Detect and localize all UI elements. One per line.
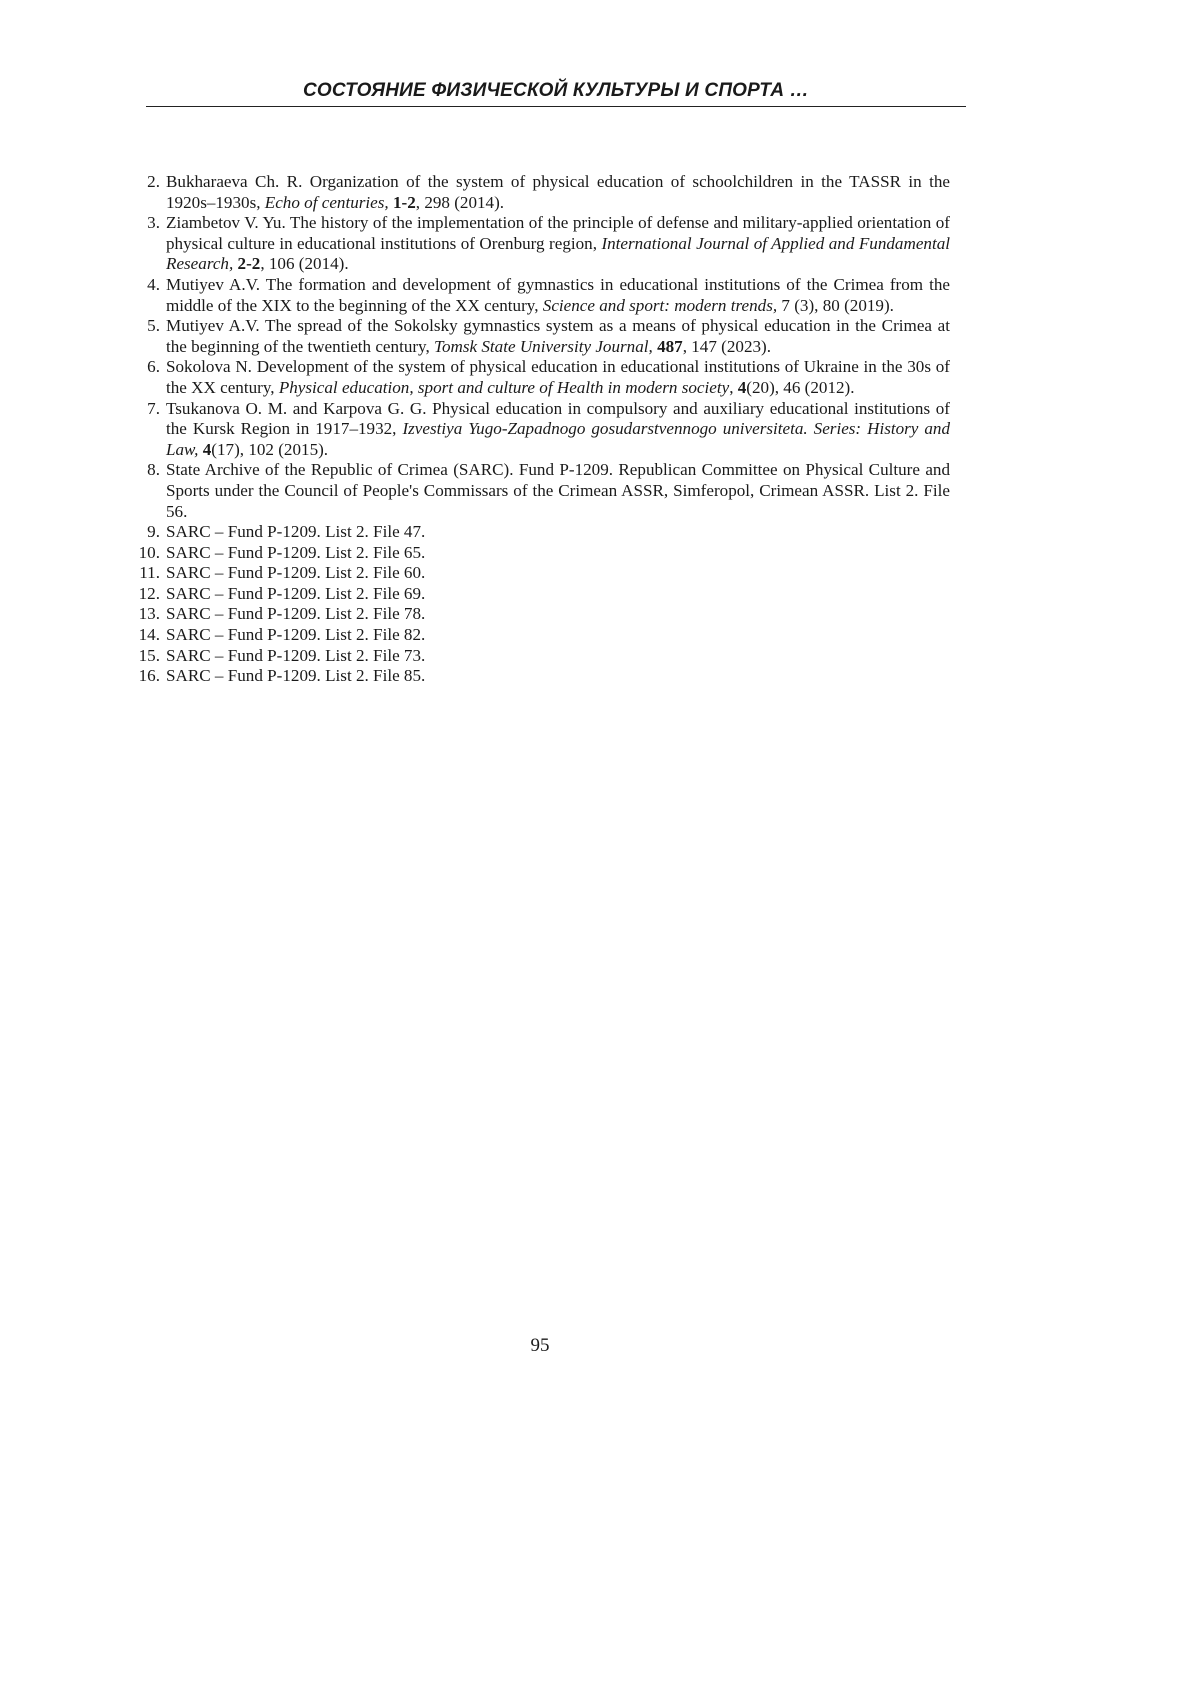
reference-volume: 2-2 [238, 254, 261, 273]
reference-item [136, 213, 950, 275]
reference-number: 16. [136, 666, 160, 687]
reference-number: 6. [136, 357, 160, 378]
reference-list [136, 172, 950, 687]
reference-item [136, 172, 950, 213]
reference-source: Tomsk State University Journal, [434, 337, 653, 356]
reference-pages: , 147 (2023). [683, 337, 771, 356]
reference-text: Tsukanova O. M. and Karpova G. G. Physical education in compulsory and auxiliary educational institutions of the Kursk Region in 1917–1932, [166, 399, 950, 439]
reference-item [136, 666, 950, 687]
reference-text: SARC – Fund P-1209. List 2. File 85. [166, 666, 425, 685]
reference-text: SARC – Fund P-1209. List 2. File 47. [166, 522, 425, 541]
reference-item [136, 604, 950, 625]
reference-number: 10. [136, 543, 160, 564]
reference-pages: (17), 102 (2015). [211, 440, 328, 459]
reference-number: 11. [136, 563, 160, 584]
reference-source: Physical education, sport and culture of Health in modern society [279, 378, 729, 397]
reference-text: SARC – Fund P-1209. List 2. File 78. [166, 604, 425, 623]
reference-text: State Archive of the Republic of Crimea (SARC). Fund P-1209. Republican Committee on Physical Culture and Sports under the Council of People's Commissars of the Crimean ASSR, Simferopol, Crimean ASSR. List 2. File 56. [166, 460, 950, 520]
reference-item [136, 275, 950, 316]
reference-text: Sokolova N. Development of the system of physical education in educational institutions of Ukraine in the 30s of the XX century, [166, 357, 950, 397]
reference-text: Mutiyev A.V. The spread of the Sokolsky gymnastics system as a means of physical education in the Crimea at the beginning of the twentieth century, [166, 316, 950, 356]
reference-volume: 487 [657, 337, 683, 356]
reference-text: SARC – Fund P-1209. List 2. File 82. [166, 625, 425, 644]
reference-text: SARC – Fund P-1209. List 2. File 69. [166, 584, 425, 603]
reference-pages: , 106 (2014). [260, 254, 348, 273]
reference-item [136, 625, 950, 646]
reference-text: Bukharaeva Ch. R. Organization of the system of physical education of schoolchildren in the TASSR in the 1920s–1930s, [166, 172, 950, 212]
reference-separator: , [729, 378, 738, 397]
reference-item [136, 646, 950, 667]
reference-pages: 7 (3), 80 (2019). [777, 296, 894, 315]
reference-text: Ziambetov V. Yu. The history of the implementation of the principle of defense and military-applied orientation of physical culture in educational institutions of Orenburg region, [166, 213, 950, 253]
reference-number: 13. [136, 604, 160, 625]
reference-number: 8. [136, 460, 160, 481]
reference-text: SARC – Fund P-1209. List 2. File 73. [166, 646, 425, 665]
reference-source: Izvestiya Yugo-Zapadnogo gosudarstvennogo universiteta. Series: History and Law, [166, 419, 950, 459]
reference-text: SARC – Fund P-1209. List 2. File 60. [166, 563, 425, 582]
reference-text: Mutiyev A.V. The formation and development of gymnastics in educational institutions of the Crimea from the middle of the XIX to the beginning of the XX century, [166, 275, 950, 315]
reference-source: Science and sport: modern trends, [543, 296, 777, 315]
reference-item [136, 522, 950, 543]
reference-item [136, 584, 950, 605]
running-header: СОСТОЯНИЕ ФИЗИЧЕСКОЙ КУЛЬТУРЫ И СПОРТА … [146, 80, 966, 107]
reference-item [136, 357, 950, 398]
reference-item [136, 543, 950, 564]
reference-pages: , 298 (2014). [416, 193, 504, 212]
page-number: 95 [500, 1335, 580, 1357]
reference-number: 7. [136, 399, 160, 420]
reference-pages: (20), 46 (2012). [746, 378, 854, 397]
reference-text: SARC – Fund P-1209. List 2. File 65. [166, 543, 425, 562]
reference-item [136, 563, 950, 584]
reference-number: 2. [136, 172, 160, 193]
reference-item [136, 460, 950, 522]
reference-source: International Journal of Applied and Fundamental Research, [166, 234, 950, 274]
reference-number: 3. [136, 213, 160, 234]
reference-number: 4. [136, 275, 160, 296]
reference-number: 14. [136, 625, 160, 646]
reference-number: 5. [136, 316, 160, 337]
reference-volume: 1-2 [393, 193, 416, 212]
reference-number: 15. [136, 646, 160, 667]
reference-volume: 4 [738, 378, 747, 397]
reference-item [136, 399, 950, 461]
reference-source: Echo of centuries, [265, 193, 389, 212]
reference-number: 12. [136, 584, 160, 605]
reference-item [136, 316, 950, 357]
reference-number: 9. [136, 522, 160, 543]
reference-volume: 4 [203, 440, 212, 459]
